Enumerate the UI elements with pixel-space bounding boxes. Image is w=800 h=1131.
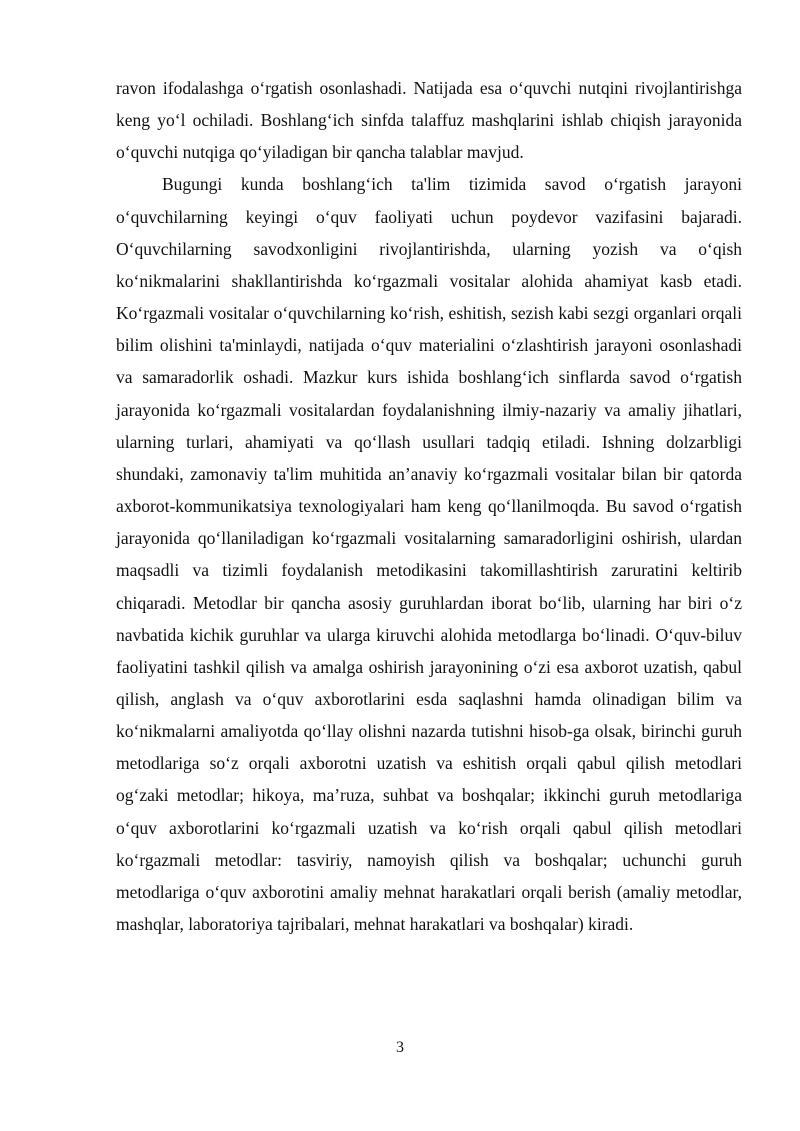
paragraph-continuation: ravon ifodalashga o‘rgatish osonlashadi. Natijada esa o‘quvchi nutqini rivojlantirishga keng yo‘l ochiladi. Boshlang‘ich sinfda talaffuz mashqlarini ishlab chiqish jarayonida o‘quvchi nutqiga qo‘yiladigan bir qancha talablar mavjud. <box>116 78 742 163</box>
page-number: 3 <box>396 1039 404 1056</box>
paragraph-main: Bugungi kunda boshlang‘ich ta'lim tizimida savod o‘rgatish jarayoni o‘quvchilarning keyingi o‘quv faoliyati uchun poydevor vazifasini bajaradi. O‘quvchilarning savodxonligini rivojlantirishda, ularning yozish va o‘qish ko‘nikmalarini shakllantirishda ko‘rgazmali vositalar alohida ahamiyat kasb etadi. Ko‘rgazmali vositalar o‘quvchilarning ko‘rish, eshitish, sezish kabi sezgi organlari orqali bilim olishini ta'minlaydi, natijada o‘quv materialini o‘zlashtirish jarayoni osonlashadi va samaradorlik oshadi. Mazkur kurs ishida boshlang‘ich sinflarda savod o‘rgatish jarayonida ko‘rgazmali vositalardan foydalanishning ilmiy-nazariy va amaliy jihatlari, ularning turlari, ahamiyati va qo‘llash usullari tadqiq etiladi. Ishning dolzarbligi shundaki, zamonaviy ta'lim muhitida an’anaviy ko‘rgazmali vositalar bilan bir qatorda axborot-kommunikatsiya texnologiyalari ham keng qo‘llanilmoqda. Bu savod o‘rgatish jarayonida qo‘llaniladigan ko‘rgazmali vositalarning samaradorligini oshirish, ulardan maqsadli va tizimli foydalanish metodikasini takomillashtirish zaruratini keltirib chiqaradi. Metodlar bir qancha asosiy guruhlardan iborat bo‘lib, ularning har biri o‘z navbatida kichik guruhlar va ularga kiruvchi alohida metodlarga bo‘linadi. O‘quv-biluv faoliyatini tashkil qilish va amalga oshirish jarayonining o‘zi esa axborot uzatish, qabul qilish, anglash va o‘quv axborotlarini esda saqlashni hamda olinadigan bilim va ko‘nikmalarni amaliyotda qo‘llay olishni nazarda tutishni hisob-ga olsak, birinchi guruh metodlariga so‘z orqali axborotni uzatish va eshitish orqali qabul qilish metodlari og‘zaki metodlar; hikoya, ma’ruza, suhbat va boshqalar; ikkinchi guruh metodlariga o‘quv axborotlarini ko‘rgazmali uzatish va ko‘rish orqali qabul qilish metodlari ko‘rgazmali metodlar: tasviriy, namoyish qilish va boshqalar; uchunchi guruh metodlariga o‘quv axborotini amaliy mehnat harakatlari orqali berish (amaliy metodlar, mashqlar, laboratoriya tajribalari, mehnat harakatlari va boshqalar) kiradi. <box>116 174 742 935</box>
document-page <box>116 72 742 940</box>
